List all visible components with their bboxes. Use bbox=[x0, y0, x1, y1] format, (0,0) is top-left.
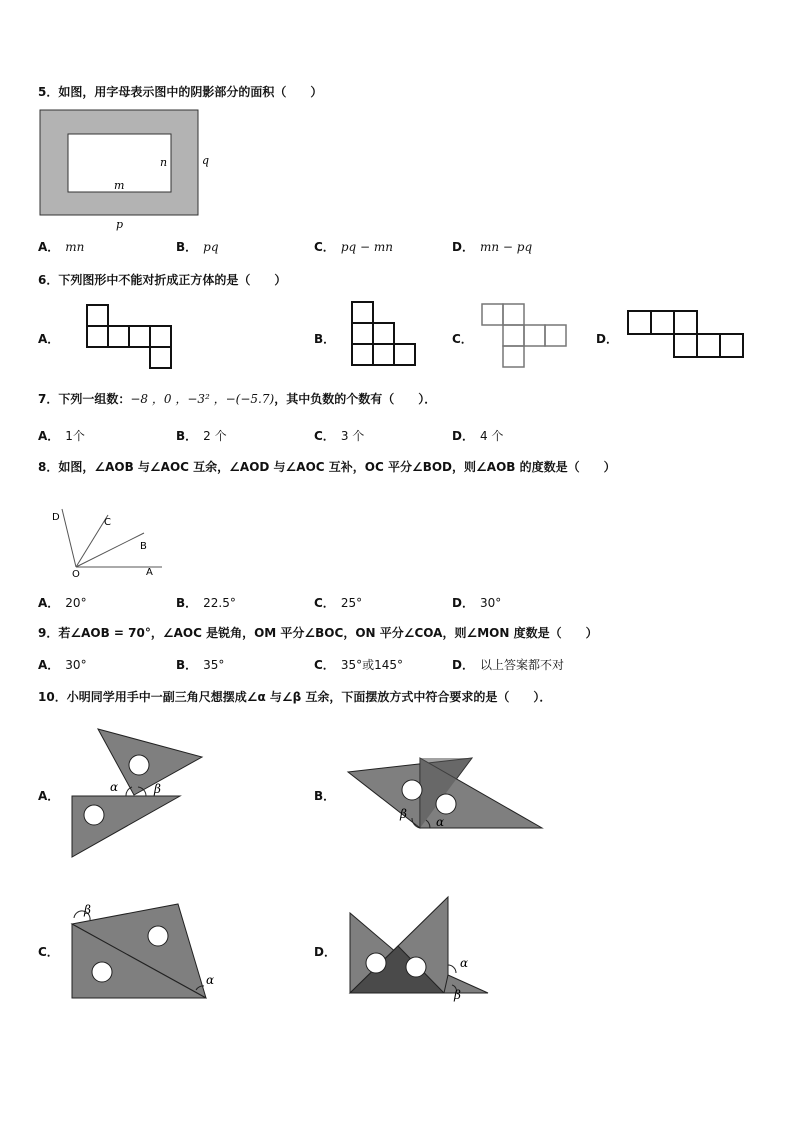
q5-option-d[interactable]: D． mn − pq bbox=[452, 240, 533, 254]
q9-option-c[interactable]: C． 35°或145° bbox=[314, 658, 403, 672]
q10-option-b-letter[interactable]: B． bbox=[314, 789, 336, 803]
q6-net-c bbox=[480, 302, 570, 372]
q6-option-d-letter[interactable]: D． bbox=[596, 332, 618, 346]
q10-c-beta: β bbox=[84, 903, 91, 917]
q5-label-n: n bbox=[160, 156, 168, 169]
q6-option-c-letter[interactable]: C． bbox=[452, 332, 473, 346]
q8-option-c[interactable]: C． 25° bbox=[314, 596, 363, 610]
q10-b-beta: β bbox=[400, 807, 407, 821]
q10-option-d-letter[interactable]: D． bbox=[314, 945, 336, 959]
q10-a-beta: β bbox=[154, 782, 161, 796]
q5-label-q: q bbox=[202, 154, 210, 167]
q5-figure bbox=[38, 108, 218, 233]
q8-angle-figure bbox=[44, 505, 174, 580]
q8-label-d: D bbox=[52, 512, 60, 523]
q10-d-alpha: α bbox=[460, 956, 469, 970]
q8-label-a: A bbox=[146, 567, 153, 578]
q8-option-d[interactable]: D． 30° bbox=[452, 596, 502, 610]
q8-stem: 8．如图，∠AOB 与∠AOC 互余，∠AOD 与∠AOC 互补，OC 平分∠BOD，则∠AOB 的度数是（ ） bbox=[38, 460, 616, 474]
q6-net-b bbox=[350, 300, 420, 370]
q7-option-b[interactable]: B． 2 个 bbox=[176, 429, 227, 443]
q10-c-alpha: α bbox=[206, 973, 215, 987]
q6-option-a-letter[interactable]: A． bbox=[38, 332, 60, 346]
q10-a-alpha: α bbox=[110, 780, 119, 794]
q5-label-m: m bbox=[114, 179, 125, 192]
q5-option-c[interactable]: C． pq − mn bbox=[314, 240, 393, 254]
q8-option-b[interactable]: B． 22.5° bbox=[176, 596, 236, 610]
q10-figure-a bbox=[70, 727, 210, 862]
q6-net-d bbox=[626, 309, 746, 361]
q5-option-b[interactable]: B． pq bbox=[176, 240, 219, 254]
q5-stem: 5．如图，用字母表示图中的阴影部分的面积（ ） bbox=[38, 85, 323, 99]
q9-option-d[interactable]: D． 以上答案都不对 bbox=[452, 658, 564, 672]
q10-figure-c bbox=[60, 900, 220, 1004]
q6-net-a bbox=[86, 304, 176, 374]
q10-figure-b bbox=[346, 756, 546, 836]
q9-option-b[interactable]: B． 35° bbox=[176, 658, 225, 672]
q9-option-a[interactable]: A． 30° bbox=[38, 658, 87, 672]
q10-stem: 10．小明同学用手中一副三角尺想摆成∠α 与∠β 互余，下面摆放方式中符合要求的是（ ）． bbox=[38, 690, 552, 704]
q8-label-c: C bbox=[104, 517, 111, 528]
q6-stem: 6．下列图形中不能对折成正方体的是（ ） bbox=[38, 273, 287, 287]
q8-label-b: B bbox=[140, 541, 147, 552]
q7-option-c[interactable]: C． 3 个 bbox=[314, 429, 365, 443]
q9-stem: 9．若∠AOB = 70°，∠AOC 是锐角，OM 平分∠BOC，ON 平分∠COA，则∠MON 度数是（ ） bbox=[38, 626, 598, 640]
q10-option-c-letter[interactable]: C． bbox=[38, 945, 59, 959]
q6-option-b-letter[interactable]: B． bbox=[314, 332, 336, 346]
q10-figure-d bbox=[346, 895, 496, 1005]
q10-option-a-letter[interactable]: A． bbox=[38, 789, 60, 803]
q5-label-p: p bbox=[116, 218, 124, 231]
q7-option-d[interactable]: D． 4 个 bbox=[452, 429, 504, 443]
q10-b-alpha: α bbox=[436, 815, 445, 829]
q7-option-a[interactable]: A． 1个 bbox=[38, 429, 85, 443]
q8-option-a[interactable]: A． 20° bbox=[38, 596, 87, 610]
q5-option-a[interactable]: A． mn bbox=[38, 240, 85, 254]
q10-d-beta: β bbox=[454, 988, 461, 1002]
q7-stem: 7．下列一组数：−8 ，0 ，−3² ，−(−5.7)，其中负数的个数有（ ）． bbox=[38, 392, 437, 406]
q8-label-o: O bbox=[72, 569, 80, 580]
